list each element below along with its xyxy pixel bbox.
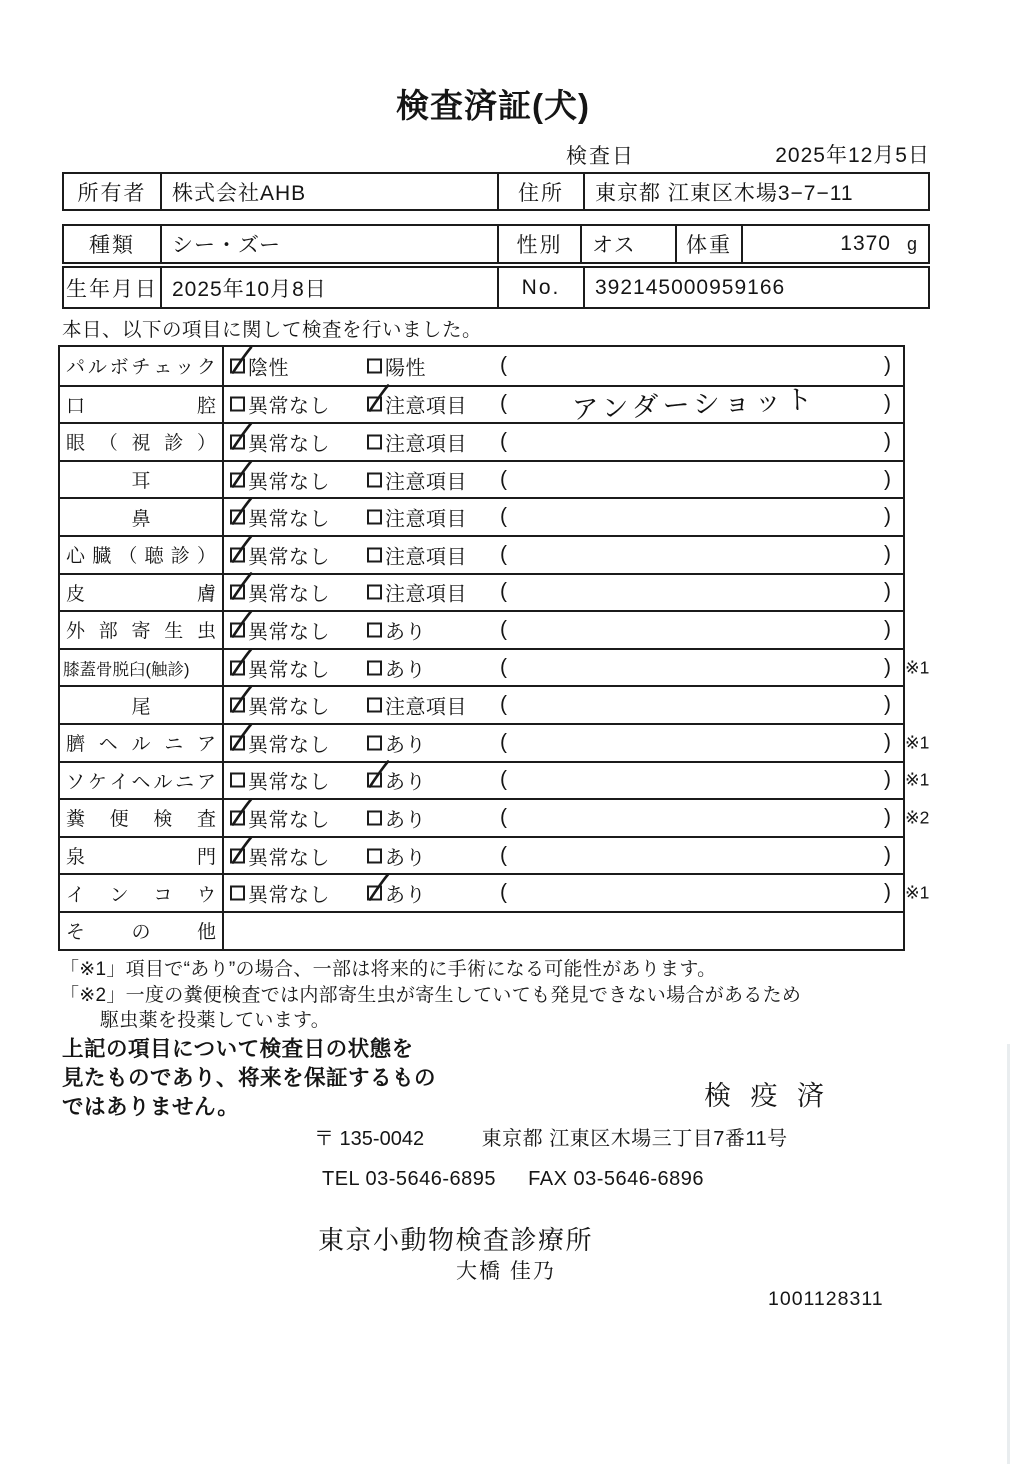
checkbox[interactable] (230, 660, 245, 675)
check-mark-icon (228, 497, 254, 529)
checkbox[interactable] (367, 397, 382, 412)
reference-mark: ※2 (905, 807, 930, 828)
inspection-item-label: 眼 （ 視 診 ） (60, 424, 224, 460)
page-title: 検査済証(犬) (396, 87, 590, 124)
check-mark-icon (228, 685, 254, 717)
paren-close: ) (884, 579, 891, 603)
paren-open: ( (500, 353, 507, 377)
checkbox-label: あり (385, 884, 426, 907)
check-mark-icon (228, 722, 254, 754)
checkbox-option (230, 503, 330, 532)
checkbox-option (230, 803, 330, 832)
inspection-table (58, 345, 930, 951)
checkbox-option (367, 540, 467, 569)
number-label: No. (499, 268, 585, 307)
exam-date-value: 2025年12月5日 (775, 144, 930, 167)
paren-close: ) (884, 542, 891, 566)
inspection-row (60, 648, 930, 686)
owner-row (62, 172, 930, 211)
examiner-name: 大橋 佳乃 (456, 1260, 556, 1283)
checkbox[interactable] (367, 434, 382, 449)
inspection-row-content (224, 838, 903, 874)
paren-open: ( (500, 880, 507, 904)
inspection-row (60, 723, 930, 761)
checkbox-option (230, 578, 330, 607)
footnote-2b: 駆虫薬を投薬しています。 (100, 1010, 331, 1031)
checkbox-option (230, 540, 330, 569)
sex-value: オス (582, 226, 677, 262)
checkbox[interactable] (230, 434, 245, 449)
checkbox-option (367, 578, 467, 607)
checkbox-label: 異常なし (248, 659, 330, 682)
checkbox-label: 注意項目 (385, 546, 467, 569)
checkbox-label: 異常なし (248, 771, 330, 794)
checkbox-option (230, 691, 330, 720)
checkbox[interactable] (367, 585, 382, 600)
checkbox-option (367, 879, 426, 908)
reference-mark: ※1 (905, 657, 930, 678)
checkbox-label: あり (385, 621, 426, 644)
check-mark-icon (228, 459, 254, 491)
checkbox-option (367, 351, 426, 380)
checkbox-option (367, 841, 426, 870)
inspection-item-label: そ の 他 (60, 913, 224, 949)
clinic-tel: TEL 03-5646-6895 (322, 1168, 497, 1190)
checkbox[interactable] (230, 886, 245, 901)
inspection-row-content (224, 725, 903, 761)
paren-open: ( (500, 805, 507, 829)
inspection-row (60, 685, 903, 723)
intro-text: 本日、以下の項目に関して検査を行いました。 (62, 319, 483, 341)
handwritten-note: アンダーショット (571, 384, 818, 426)
inspection-item-label: 口 腔 (60, 387, 224, 423)
checkbox-option (367, 390, 467, 419)
paren-close: ) (884, 767, 891, 791)
inspection-item-label: 鼻 (60, 499, 224, 535)
quarantine-stamp: 検 疫 済 (704, 1081, 831, 1111)
inspection-row-content (224, 462, 903, 498)
inspection-row-content (224, 800, 903, 836)
checkbox-option (230, 615, 330, 644)
checkbox-option (230, 879, 330, 908)
checkbox[interactable] (367, 773, 382, 788)
breed-label: 種類 (64, 226, 162, 262)
clinic-address: 東京都 江東区木場三丁目7番11号 (481, 1128, 788, 1150)
serial-number: 1001128311 (768, 1288, 884, 1310)
breed-value: シー・ズー (162, 226, 499, 262)
check-mark-icon (365, 873, 391, 905)
checkbox[interactable] (367, 660, 382, 675)
checkbox-option (367, 615, 426, 644)
inspection-item-label: 皮 膚 (60, 575, 224, 611)
disclaimer-line-3: ではありません。 (62, 1095, 240, 1119)
paren-close: ) (884, 692, 891, 716)
inspection-row (60, 610, 903, 648)
inspection-row (60, 422, 903, 460)
disclaimer (62, 1035, 436, 1122)
checkbox-label: 異常なし (248, 508, 330, 531)
inspection-item-label: 糞 便 検 査 (60, 800, 224, 836)
checkbox-label: 注意項目 (385, 583, 467, 606)
checkbox[interactable] (367, 848, 382, 863)
checkbox-label: あり (385, 734, 426, 757)
checkbox[interactable] (230, 848, 245, 863)
checkbox-option (367, 653, 426, 682)
paren-open: ( (500, 730, 507, 754)
checkbox-label: 陽性 (385, 357, 426, 380)
checkbox-label: 異常なし (248, 546, 330, 569)
inspection-row (60, 535, 903, 573)
check-mark-icon (228, 609, 254, 641)
inspection-row (60, 497, 903, 535)
checkbox-option (367, 691, 467, 720)
sex-label: 性別 (499, 226, 582, 262)
checkbox[interactable] (230, 397, 245, 412)
disclaimer-line-1: 上記の項目について検査日の状態を (62, 1037, 414, 1061)
checkbox-label: あり (385, 659, 426, 682)
paren-open: ( (500, 542, 507, 566)
inspection-row-content (224, 763, 903, 799)
inspection-item-label: 泉 門 (60, 838, 224, 874)
check-mark-icon (228, 797, 254, 829)
checkbox[interactable] (230, 585, 245, 600)
checkbox-label: 異常なし (248, 696, 330, 719)
checkbox[interactable] (230, 735, 245, 750)
checkbox-label: 異常なし (248, 884, 330, 907)
address-value: 東京都 江東区木場3−7−11 (595, 181, 854, 205)
checkbox[interactable] (367, 472, 382, 487)
paren-close: ) (884, 504, 891, 528)
checkbox-option (230, 766, 330, 795)
checkbox-label: 異常なし (248, 847, 330, 870)
paren-close: ) (884, 353, 891, 377)
owner-label: 所有者 (64, 174, 162, 209)
paren-open: ( (500, 429, 507, 453)
exam-date-label: 検査日 (566, 145, 635, 168)
clinic-address-line (314, 1122, 788, 1151)
inspection-row-content (224, 612, 903, 648)
checkbox-option (367, 803, 426, 832)
paren-open: ( (500, 617, 507, 641)
checkbox-option (230, 841, 330, 870)
inspection-row-content (224, 537, 903, 573)
paren-close: ) (884, 880, 891, 904)
checkbox[interactable] (230, 698, 245, 713)
paren-close: ) (884, 843, 891, 867)
checkbox-option (230, 390, 330, 419)
checkbox-label: 異常なし (248, 583, 330, 606)
check-mark-icon (365, 384, 391, 416)
checkbox-label: 注意項目 (385, 395, 467, 418)
owner-value: 株式会社AHB (162, 174, 499, 209)
weight-number: 1370 (840, 232, 891, 255)
paren-open: ( (500, 504, 507, 528)
checkbox-option (367, 728, 426, 757)
checkbox-label: 異常なし (248, 433, 330, 456)
check-mark-icon (228, 647, 254, 679)
checkbox-label: 注意項目 (385, 471, 467, 494)
paren-open: ( (500, 843, 507, 867)
check-mark-icon (228, 345, 254, 377)
inspection-row (60, 836, 903, 874)
paren-open: ( (500, 467, 507, 491)
reference-mark: ※1 (905, 732, 930, 753)
check-mark-icon (228, 421, 254, 453)
check-mark-icon (228, 835, 254, 867)
checkbox-label: 異常なし (248, 395, 330, 418)
inspection-row-content (224, 384, 903, 426)
inspection-row-content (224, 875, 903, 911)
paren-close: ) (884, 617, 891, 641)
scan-edge-artifact (1007, 1044, 1010, 1464)
checkbox-label: 陰性 (248, 357, 289, 380)
birth-value: 2025年10月8日 (162, 268, 499, 307)
checkbox-option (230, 351, 289, 380)
inspection-row (60, 873, 930, 911)
inspection-row-content (224, 650, 903, 686)
checkbox-option (230, 653, 330, 682)
checkbox[interactable] (230, 773, 245, 788)
number-value: 392145000959166 (595, 275, 786, 299)
inspection-row-content (224, 575, 903, 611)
paren-close: ) (884, 805, 891, 829)
checkbox[interactable] (367, 547, 382, 562)
checkbox-label: あり (385, 771, 426, 794)
inspection-item-label: イ ン コ ウ (60, 875, 224, 911)
birth-row (62, 266, 930, 309)
checkbox-label: 注意項目 (385, 508, 467, 531)
inspection-item-label: 心 臓 （ 聴 診 ） (60, 537, 224, 573)
checkbox-option (367, 427, 467, 456)
checkbox-option (230, 465, 330, 494)
clinic-phone-line (322, 1168, 704, 1191)
checkbox[interactable] (367, 810, 382, 825)
checkbox[interactable] (230, 472, 245, 487)
breed-row (62, 224, 930, 264)
paren-open: ( (500, 655, 507, 679)
inspection-row-content (224, 687, 903, 723)
inspection-item-label: 外 部 寄 生 虫 (60, 612, 224, 648)
paren-open: ( (500, 391, 507, 415)
check-mark-icon (228, 572, 254, 604)
reference-mark: ※1 (905, 882, 930, 903)
weight-unit: g (906, 233, 918, 254)
checkbox-option (367, 766, 426, 795)
paren-open: ( (500, 579, 507, 603)
inspection-row (60, 460, 903, 498)
checkbox-option (230, 728, 330, 757)
birth-label: 生年月日 (64, 268, 162, 307)
inspection-item-label: 臍 ヘ ル ニ ア (60, 725, 224, 761)
clinic-fax: FAX 03-5646-6896 (528, 1168, 705, 1190)
checkbox-label: 異常なし (248, 471, 330, 494)
inspection-item-label: 尾 (60, 687, 224, 723)
inspection-row (60, 911, 903, 949)
inspection-row (60, 798, 930, 836)
inspection-row (60, 573, 903, 611)
checkbox[interactable] (367, 622, 382, 637)
checkbox[interactable] (230, 810, 245, 825)
weight-label: 体重 (677, 226, 743, 262)
checkbox-label: あり (385, 847, 426, 870)
checkbox[interactable] (367, 510, 382, 525)
address-label: 住所 (499, 174, 585, 209)
checkbox-label: 異常なし (248, 809, 330, 832)
paren-close: ) (884, 391, 891, 415)
checkbox[interactable] (230, 358, 245, 373)
paren-open: ( (500, 692, 507, 716)
check-mark-icon (228, 534, 254, 566)
inspection-item-label: 膝蓋骨脱臼(触診) (60, 650, 224, 686)
clinic-name: 東京小動物検査診療所 (318, 1225, 594, 1255)
checkbox-label: 異常なし (248, 734, 330, 757)
inspection-item-label: ソ ケ イ ヘ ル ニ ア (60, 763, 224, 799)
check-mark-icon (365, 760, 391, 792)
inspection-row-content (224, 424, 903, 460)
checkbox-label: 注意項目 (385, 433, 467, 456)
inspection-row-content (224, 913, 903, 949)
checkbox[interactable] (230, 622, 245, 637)
paren-open: ( (500, 767, 507, 791)
postal-code: 〒 135-0042 (314, 1128, 425, 1150)
reference-mark: ※1 (905, 769, 930, 790)
checkbox-option (230, 427, 330, 456)
paren-close: ) (884, 730, 891, 754)
checkbox[interactable] (230, 547, 245, 562)
footnote-2: 「※2」一度の糞便検査では内部寄生虫が寄生していても発見できない場合があるため (60, 984, 802, 1006)
checkbox-label: 注意項目 (385, 696, 467, 719)
weight-value (743, 226, 928, 262)
checkbox[interactable] (367, 886, 382, 901)
checkbox[interactable] (367, 358, 382, 373)
checkbox[interactable] (230, 510, 245, 525)
inspection-row-content (224, 499, 903, 535)
inspection-row (60, 761, 930, 799)
footnote-1: 「※1」項目で“あり”の場合、一部は将来的に手術になる可能性があります。 (60, 959, 717, 980)
paren-close: ) (884, 429, 891, 453)
checkbox-option (367, 503, 467, 532)
inspection-item-label: パ ル ボ チ ェ ッ ク (60, 347, 224, 385)
disclaimer-line-2: 見たものであり、将来を保証するもの (62, 1066, 437, 1090)
paren-close: ) (884, 655, 891, 679)
checkbox-label: あり (385, 809, 426, 832)
inspection-item-label: 耳 (60, 462, 224, 498)
checkbox[interactable] (367, 698, 382, 713)
footnotes (60, 957, 801, 1034)
checkbox-option (367, 465, 467, 494)
checkbox[interactable] (367, 735, 382, 750)
inspection-row (60, 384, 903, 426)
paren-close: ) (884, 467, 891, 491)
checkbox-label: 異常なし (248, 621, 330, 644)
